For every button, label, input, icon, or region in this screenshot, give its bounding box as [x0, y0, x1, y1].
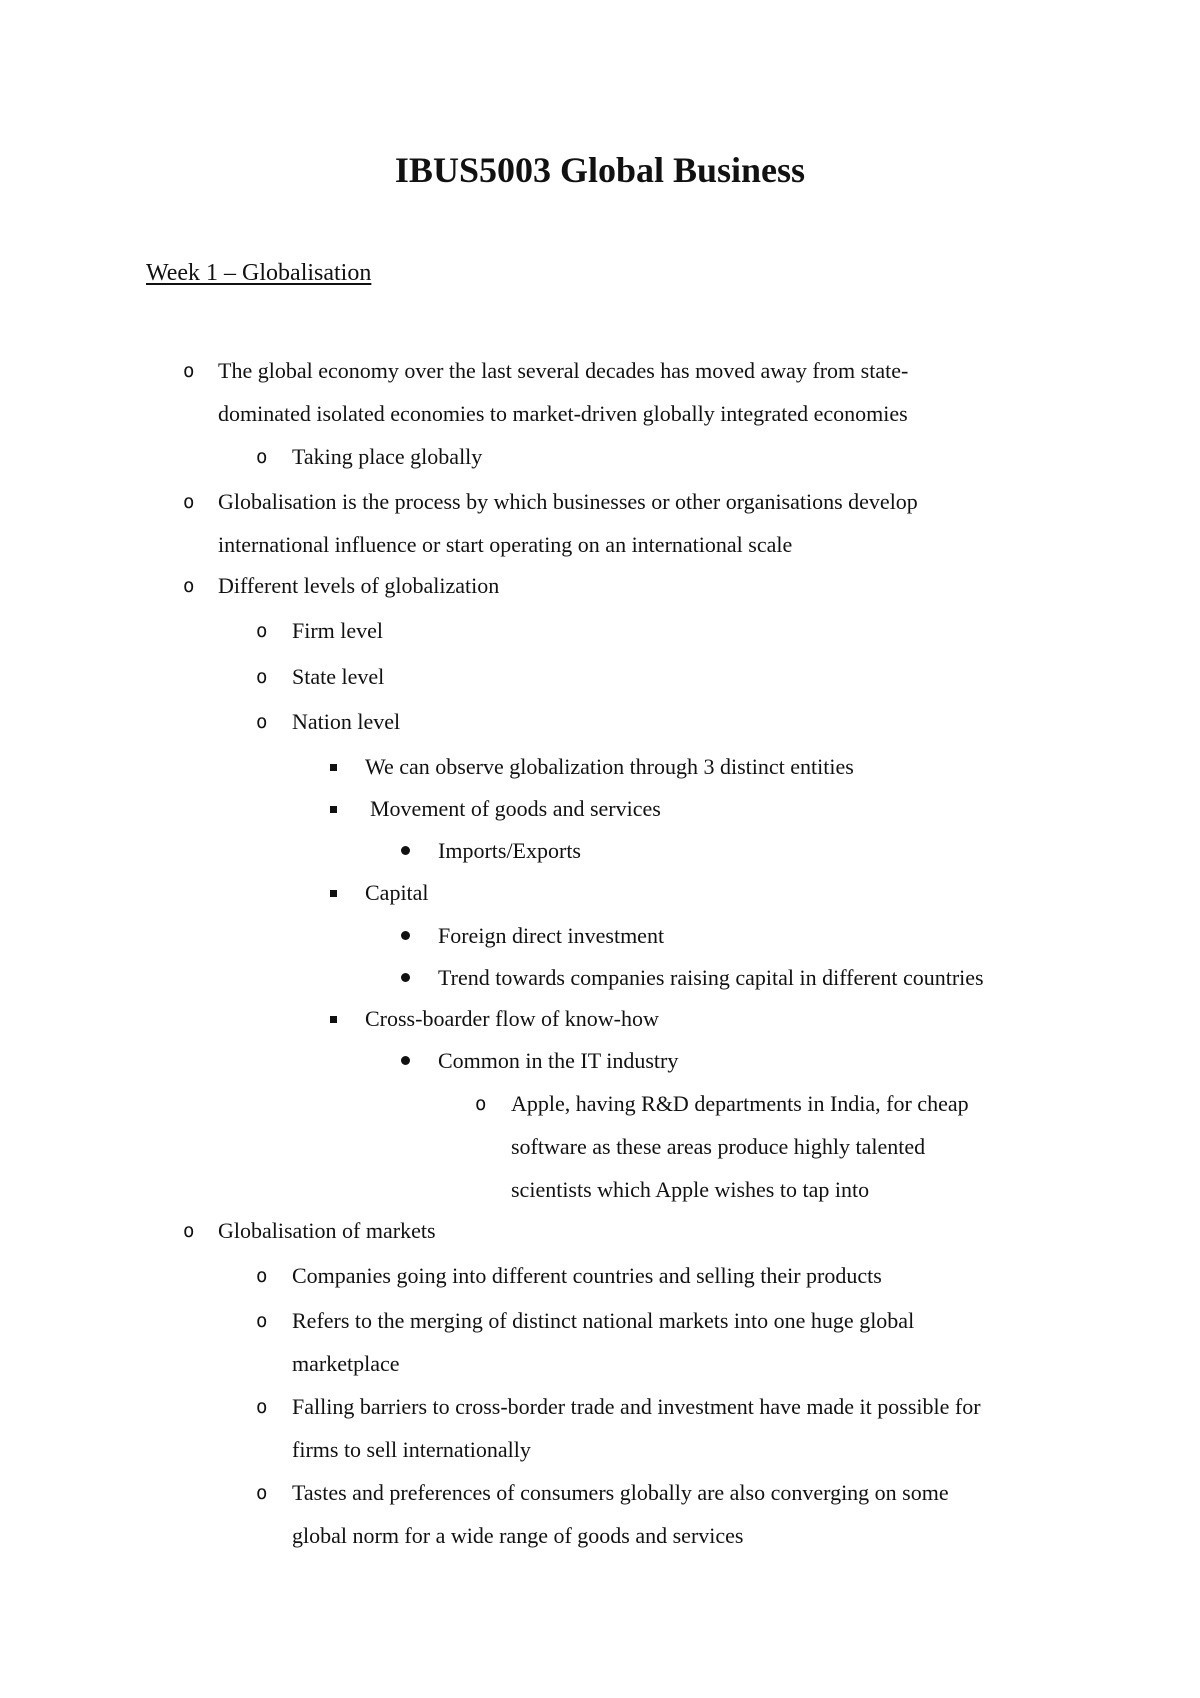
list-bullet-hollow: o: [256, 446, 268, 468]
list-item-text: Refers to the merging of distinct national markets into one huge global: [292, 1308, 915, 1333]
list-item-text: Falling barriers to cross-border trade and investment have made it possible for: [292, 1394, 981, 1419]
list-item-text: firms to sell internationally: [292, 1437, 531, 1462]
list-item-text: Capital: [365, 880, 429, 905]
list-bullet-hollow: o: [256, 1265, 268, 1287]
list-item-text: Imports/Exports: [438, 838, 581, 863]
list-bullet-square: [330, 890, 337, 897]
list-bullet-hollow: o: [256, 711, 268, 733]
list-bullet-hollow: o: [256, 620, 268, 642]
list-bullet-dot: [401, 846, 410, 855]
list-bullet-square: [330, 806, 337, 813]
list-bullet-square: [330, 1016, 337, 1023]
list-bullet-dot: [401, 1056, 410, 1065]
list-bullet-hollow: o: [183, 575, 195, 597]
list-item-text: Globalisation of markets: [218, 1218, 436, 1243]
list-bullet-dot: [401, 973, 410, 982]
list-item-text: Different levels of globalization: [218, 573, 500, 598]
list-item-text: The global economy over the last several decades has moved away from state-: [218, 358, 909, 383]
list-item-text: global norm for a wide range of goods and services: [292, 1523, 744, 1548]
list-bullet-hollow: o: [183, 491, 195, 513]
document-title: IBUS5003 Global Business: [394, 150, 806, 190]
list-item-text: international influence or start operating on an international scale: [218, 532, 793, 557]
list-item-text: State level: [292, 664, 385, 689]
list-item-text: marketplace: [292, 1351, 400, 1376]
list-item-text: Common in the IT industry: [438, 1048, 679, 1073]
list-item-text: Companies going into different countries and selling their products: [292, 1263, 882, 1288]
list-item-text: Taking place globally: [292, 444, 483, 469]
list-bullet-dot: [401, 931, 410, 940]
list-bullet-hollow: o: [183, 1220, 195, 1242]
list-item-text: Trend towards companies raising capital in different countries: [438, 965, 984, 990]
list-item-text: scientists which Apple wishes to tap into: [511, 1177, 870, 1202]
list-bullet-hollow: o: [475, 1093, 487, 1115]
list-item-text: Tastes and preferences of consumers globally are also converging on some: [292, 1480, 949, 1505]
list-bullet-hollow: o: [183, 360, 195, 382]
list-item-text: Firm level: [292, 618, 384, 643]
list-item-text: software as these areas produce highly talented: [511, 1134, 926, 1159]
list-bullet-square: [330, 764, 337, 771]
list-item-text: We can observe globalization through 3 distinct entities: [365, 754, 854, 779]
list-bullet-hollow: o: [256, 1310, 268, 1332]
section-heading: Week 1 – Globalisation: [146, 260, 372, 286]
list-item-text: Globalisation is the process by which businesses or other organisations develop: [218, 489, 918, 514]
list-item-text: Movement of goods and services: [370, 796, 661, 821]
list-item-text: Cross-boarder flow of know-how: [365, 1006, 659, 1031]
list-item-text: Apple, having R&D departments in India, for cheap: [511, 1091, 969, 1116]
list-bullet-hollow: o: [256, 1396, 268, 1418]
list-bullet-hollow: o: [256, 1482, 268, 1504]
list-item-text: dominated isolated economies to market-driven globally integrated economies: [218, 401, 908, 426]
list-bullet-hollow: o: [256, 666, 268, 688]
list-item-text: Foreign direct investment: [438, 923, 665, 948]
list-item-text: Nation level: [292, 709, 401, 734]
